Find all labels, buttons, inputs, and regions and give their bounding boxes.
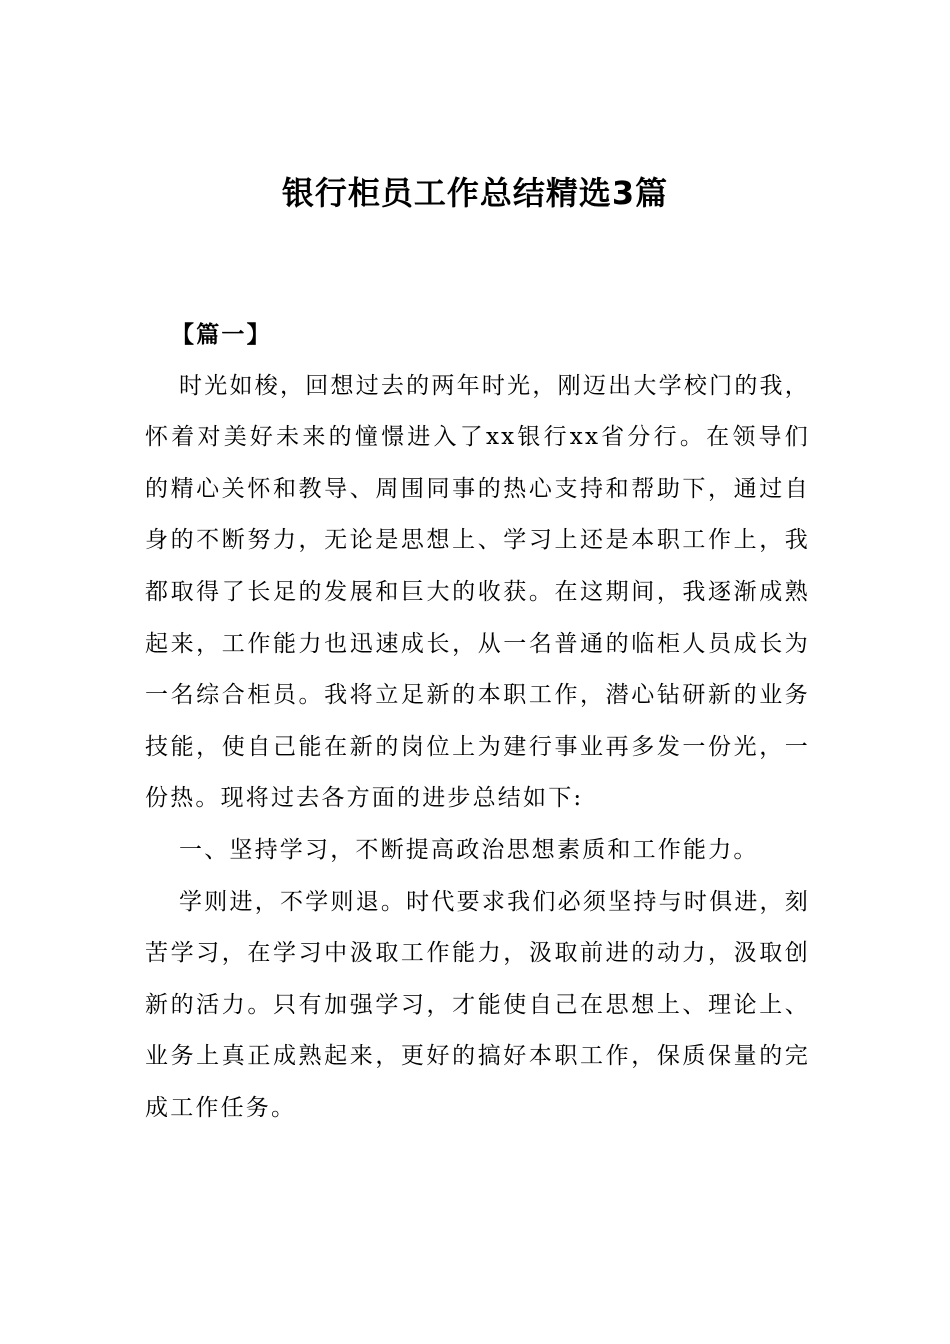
section-label: 【篇一】 <box>171 321 272 348</box>
document-title: 银行柜员工作总结精选3篇 <box>281 174 669 213</box>
paragraph-intro: 时光如梭，回想过去的两年时光，刚迈出大学校门的我，怀着对美好未来的憧憬进入了xx银行xx省分行。在领导们的精心关怀和教导、周围同事的热心支持和帮助下，通过自身的不断努力，无论是思想上、学习上还是本职工作上，我都取得了长足的发展和巨大的收获。在这期间，我逐渐成熟起来，工作能力也迅速成长，从一名普通的临柜人员成长为一名综合柜员。我将立足新的本职工作，潜心钻研新的业务技能，使自己能在新的岗位上为建行事业再多发一份光，一份热。现将过去各方面的进步总结如下: <box>145 372 810 812</box>
paragraph-study: 学则进，不学则退。时代要求我们必须坚持与时俱进，刻苦学习，在学习中汲取工作能力，汲取前进的动力，汲取创新的活力。只有加强学习，才能使自己在思想上、理论上、业务上真正成熟起来，更好的搞好本职工作，保质保量的完成工作任务。 <box>145 888 810 1121</box>
paragraph-heading-one: 一、坚持学习，不断提高政治思想素质和工作能力。 <box>179 836 759 863</box>
document-body <box>145 309 810 1135</box>
